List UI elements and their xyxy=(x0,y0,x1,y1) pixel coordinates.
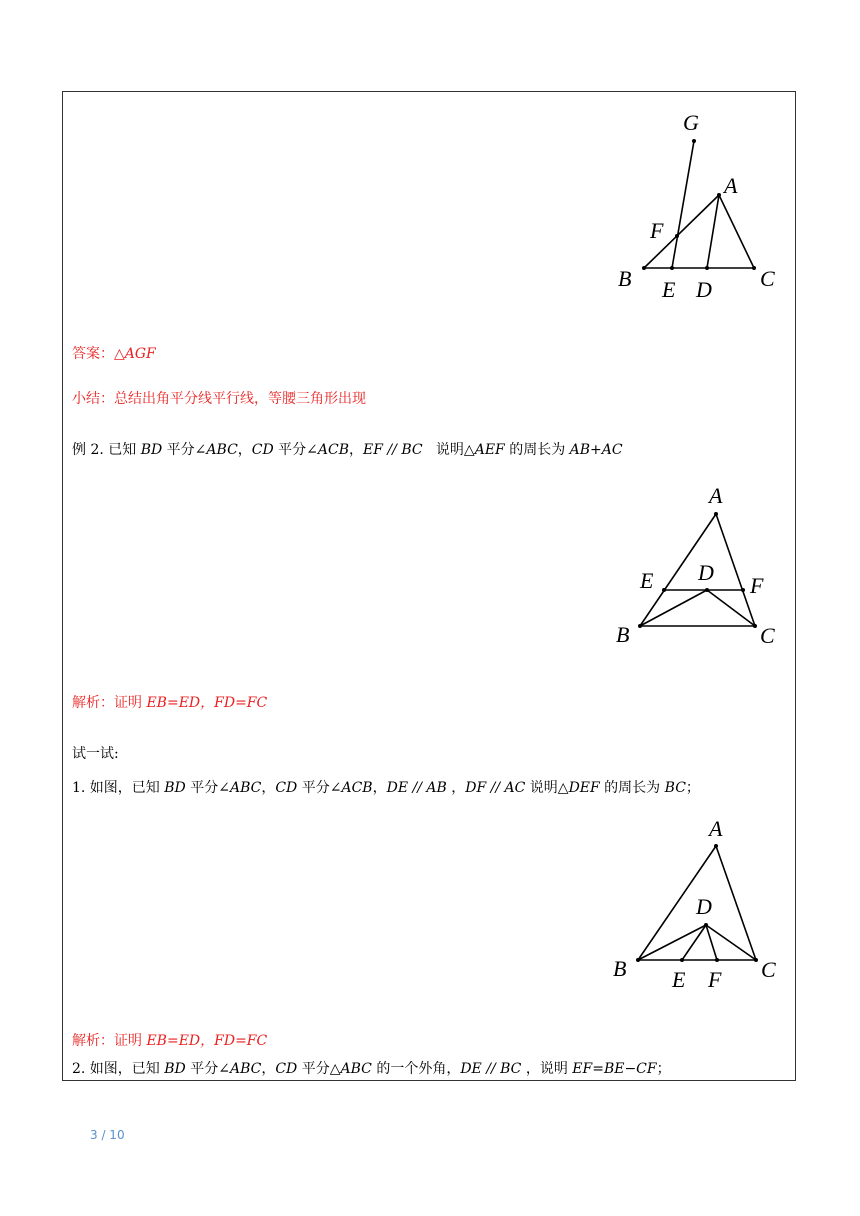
math: BD xyxy=(164,780,186,796)
text: 平分∠ xyxy=(185,780,230,796)
label-c: C xyxy=(761,957,776,982)
analysis-2-line xyxy=(72,1030,267,1050)
math: ABC xyxy=(229,1061,262,1077)
math: DF // AC xyxy=(465,780,526,796)
line-bd xyxy=(638,925,706,960)
text: 的一个外角， xyxy=(371,1061,461,1077)
text: 2. 如图，已知 xyxy=(72,1061,165,1077)
text: 平分∠ xyxy=(273,442,318,458)
math: ACB xyxy=(341,780,373,796)
label-e: E xyxy=(640,568,654,593)
label-f: F xyxy=(708,967,722,992)
math: ABC xyxy=(340,1061,372,1077)
text: 1. 如图，已知 xyxy=(72,780,165,796)
line-ac xyxy=(716,846,756,960)
text: 平分△ xyxy=(297,1061,341,1077)
label-f: F xyxy=(650,218,664,243)
summary-label: 小结： xyxy=(72,391,114,407)
text: ， xyxy=(349,442,364,458)
analysis-label: 解析：证明 xyxy=(72,1033,147,1049)
point-e xyxy=(680,958,684,962)
point-f xyxy=(715,958,719,962)
math: DE // AB xyxy=(386,780,447,796)
text: ，说明 xyxy=(521,1061,573,1077)
label-c: C xyxy=(760,623,775,648)
label-d: D xyxy=(696,894,712,919)
point-b xyxy=(636,958,640,962)
math: AB+AC xyxy=(569,442,623,458)
point-c xyxy=(754,958,758,962)
label-b: B xyxy=(613,956,627,981)
analysis-value: EB=ED，FD=FC xyxy=(146,1033,268,1049)
text: 平分∠ xyxy=(185,1061,230,1077)
math: BD xyxy=(164,1061,186,1077)
label-e: E xyxy=(662,277,676,302)
math: ABC xyxy=(229,780,262,796)
math: BD xyxy=(140,442,163,458)
math: BC xyxy=(664,780,686,796)
label-a: A xyxy=(724,173,738,198)
text: ， xyxy=(261,780,276,796)
text: ， xyxy=(237,442,252,458)
problem-2-line xyxy=(72,1058,671,1078)
text: 的周长为 xyxy=(599,780,665,796)
text: ， xyxy=(261,1061,276,1077)
label-a: A xyxy=(709,816,723,841)
math: DE // BC xyxy=(460,1061,522,1077)
math: DEF xyxy=(568,780,600,796)
math: EF // BC xyxy=(363,442,423,458)
math: CD xyxy=(275,780,298,796)
math: ABC xyxy=(206,442,238,458)
text: ； xyxy=(656,1061,671,1077)
text: ， xyxy=(446,780,466,796)
text: 说明△ xyxy=(422,442,475,458)
summary-text: 总结出角平分线平行线，等腰三角形出现 xyxy=(114,391,366,407)
math: ACB xyxy=(317,442,350,458)
math: CD xyxy=(275,1061,298,1077)
point-d xyxy=(704,923,708,927)
label-a: A xyxy=(709,483,723,508)
label-d: D xyxy=(696,277,712,302)
line-df xyxy=(706,925,717,960)
line-dc xyxy=(706,925,756,960)
analysis-value: EB=ED，FD=FC xyxy=(146,695,268,711)
label-b: B xyxy=(618,266,632,291)
try-title: 试一试: xyxy=(72,746,119,762)
point-a xyxy=(714,844,718,848)
text: ； xyxy=(685,780,700,796)
math: AEF xyxy=(474,442,505,458)
text: 平分∠ xyxy=(162,442,207,458)
label-d: D xyxy=(698,560,714,585)
text: 例 2. 已知 xyxy=(72,442,141,458)
label-b: B xyxy=(616,622,630,647)
label-c: C xyxy=(760,266,775,291)
label-g: G xyxy=(683,110,699,135)
label-e: E xyxy=(672,967,686,992)
text: 的周长为 xyxy=(504,442,570,458)
analysis-label: 解析：证明 xyxy=(72,695,147,711)
math: EF=BE−CF xyxy=(572,1061,657,1077)
line-de xyxy=(682,925,706,960)
label-f: F xyxy=(750,573,764,598)
text: 平分∠ xyxy=(297,780,342,796)
page-number: 3 / 10 xyxy=(90,1128,125,1142)
text: 说明△ xyxy=(525,780,569,796)
text: ， xyxy=(372,780,387,796)
answer-label: 答案： xyxy=(72,346,114,362)
answer-value: △AGF xyxy=(114,346,156,362)
math: CD xyxy=(251,442,274,458)
